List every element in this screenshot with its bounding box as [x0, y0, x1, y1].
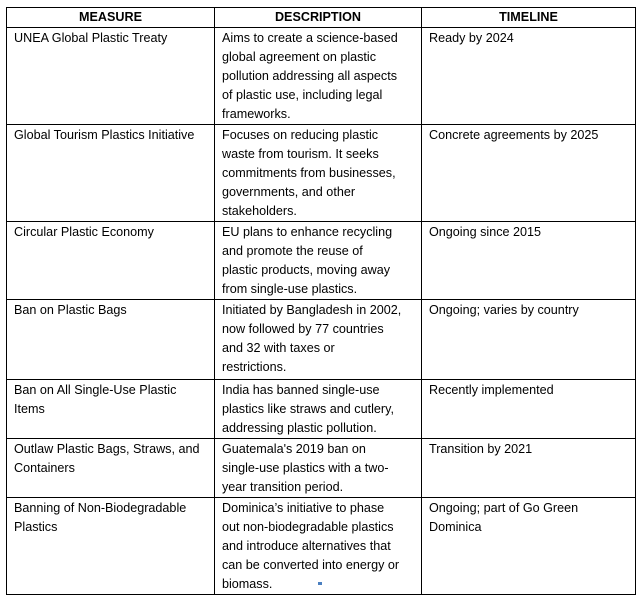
- description-cell: [215, 439, 422, 498]
- description-text: restrictions.: [222, 360, 287, 374]
- measure-cell: [7, 125, 215, 222]
- timeline-text: Ongoing since 2015: [429, 225, 542, 239]
- description-text: Focuses on reducing plastic: [222, 128, 379, 142]
- header-description: DESCRIPTION: [215, 8, 422, 28]
- measure-text: Banning of Non-Biodegradable: [14, 501, 187, 515]
- description-text: frameworks.: [222, 107, 291, 121]
- description-text: and promote the reuse of: [222, 244, 363, 258]
- measure-text: Plastics: [14, 520, 58, 534]
- description-text: single-use plastics with a two-: [222, 461, 389, 475]
- description-text: year transition period.: [222, 480, 344, 494]
- description-text: Dominica’s initiative to phase: [222, 501, 385, 515]
- description-cell: [215, 300, 422, 380]
- header-measure: MEASURE: [7, 8, 215, 28]
- description-cell: [215, 28, 422, 125]
- description-text: now followed by 77 countries: [222, 322, 384, 336]
- timeline-text: Ongoing; varies by country: [429, 303, 579, 317]
- description-text: waste from tourism. It seeks: [222, 147, 379, 161]
- description-text: Aims to create a science-based: [222, 31, 398, 45]
- description-cell: [215, 222, 422, 300]
- description-text: global agreement on plastic: [222, 50, 377, 64]
- table-row: [7, 125, 636, 222]
- table-row: [7, 28, 636, 125]
- timeline-text: Dominica: [429, 520, 482, 534]
- description-cell: [215, 125, 422, 222]
- timeline-cell: [422, 380, 636, 439]
- cursor-mark: [318, 582, 322, 585]
- description-text: plastics like straws and cutlery,: [222, 402, 394, 416]
- description-text: and introduce alternatives that: [222, 539, 391, 553]
- description-text: Guatemala's 2019 ban on: [222, 442, 366, 456]
- measure-text: Ban on All Single-Use Plastic: [14, 383, 177, 397]
- measure-text: Circular Plastic Economy: [14, 225, 154, 239]
- description-text: can be converted into energy or: [222, 558, 400, 572]
- timeline-text: Ready by 2024: [429, 31, 514, 45]
- table-row: [7, 439, 636, 498]
- measure-text: Outlaw Plastic Bags, Straws, and: [14, 442, 200, 456]
- description-text: pollution addressing all aspects: [222, 69, 398, 83]
- timeline-cell: [422, 439, 636, 498]
- timeline-cell: [422, 222, 636, 300]
- description-text: Initiated by Bangladesh in 2002,: [222, 303, 402, 317]
- measure-cell: [7, 222, 215, 300]
- timeline-text: Ongoing; part of Go Green: [429, 501, 579, 515]
- timeline-text: Recently implemented: [429, 383, 554, 397]
- description-text: stakeholders.: [222, 204, 297, 218]
- measure-cell: [7, 439, 215, 498]
- timeline-cell: [422, 125, 636, 222]
- table-row: [7, 222, 636, 300]
- measure-text: Global Tourism Plastics Initiative: [14, 128, 195, 142]
- timeline-text: Transition by 2021: [429, 442, 533, 456]
- timeline-cell: [422, 300, 636, 380]
- description-text: plastic products, moving away: [222, 263, 390, 277]
- timeline-cell: [422, 28, 636, 125]
- table-row: [7, 380, 636, 439]
- measure-text: Containers: [14, 461, 75, 475]
- description-text: addressing plastic pollution.: [222, 421, 377, 435]
- measure-cell: [7, 28, 215, 125]
- measure-text: Ban on Plastic Bags: [14, 303, 127, 317]
- description-text: from single-use plastics.: [222, 282, 358, 296]
- plastic-measures-table: [6, 7, 636, 595]
- description-text: EU plans to enhance recycling: [222, 225, 393, 239]
- description-cell: [215, 380, 422, 439]
- description-text: out non-biodegradable plastics: [222, 520, 394, 534]
- header-timeline: TIMELINE: [422, 8, 636, 28]
- description-text: and 32 with taxes or: [222, 341, 335, 355]
- timeline-cell: [422, 498, 636, 595]
- measure-cell: [7, 498, 215, 595]
- timeline-text: Concrete agreements by 2025: [429, 128, 599, 142]
- description-text: biomass.: [222, 577, 273, 591]
- table-row: [7, 300, 636, 380]
- measure-cell: [7, 380, 215, 439]
- header-row: [7, 8, 636, 28]
- measure-text: UNEA Global Plastic Treaty: [14, 31, 168, 45]
- description-text: India has banned single-use: [222, 383, 380, 397]
- measure-text: Items: [14, 402, 45, 416]
- table-row: [7, 498, 636, 595]
- description-text: governments, and other: [222, 185, 356, 199]
- measure-cell: [7, 300, 215, 380]
- description-text: commitments from businesses,: [222, 166, 396, 180]
- description-text: of plastic use, including legal: [222, 88, 383, 102]
- description-cell: [215, 498, 422, 595]
